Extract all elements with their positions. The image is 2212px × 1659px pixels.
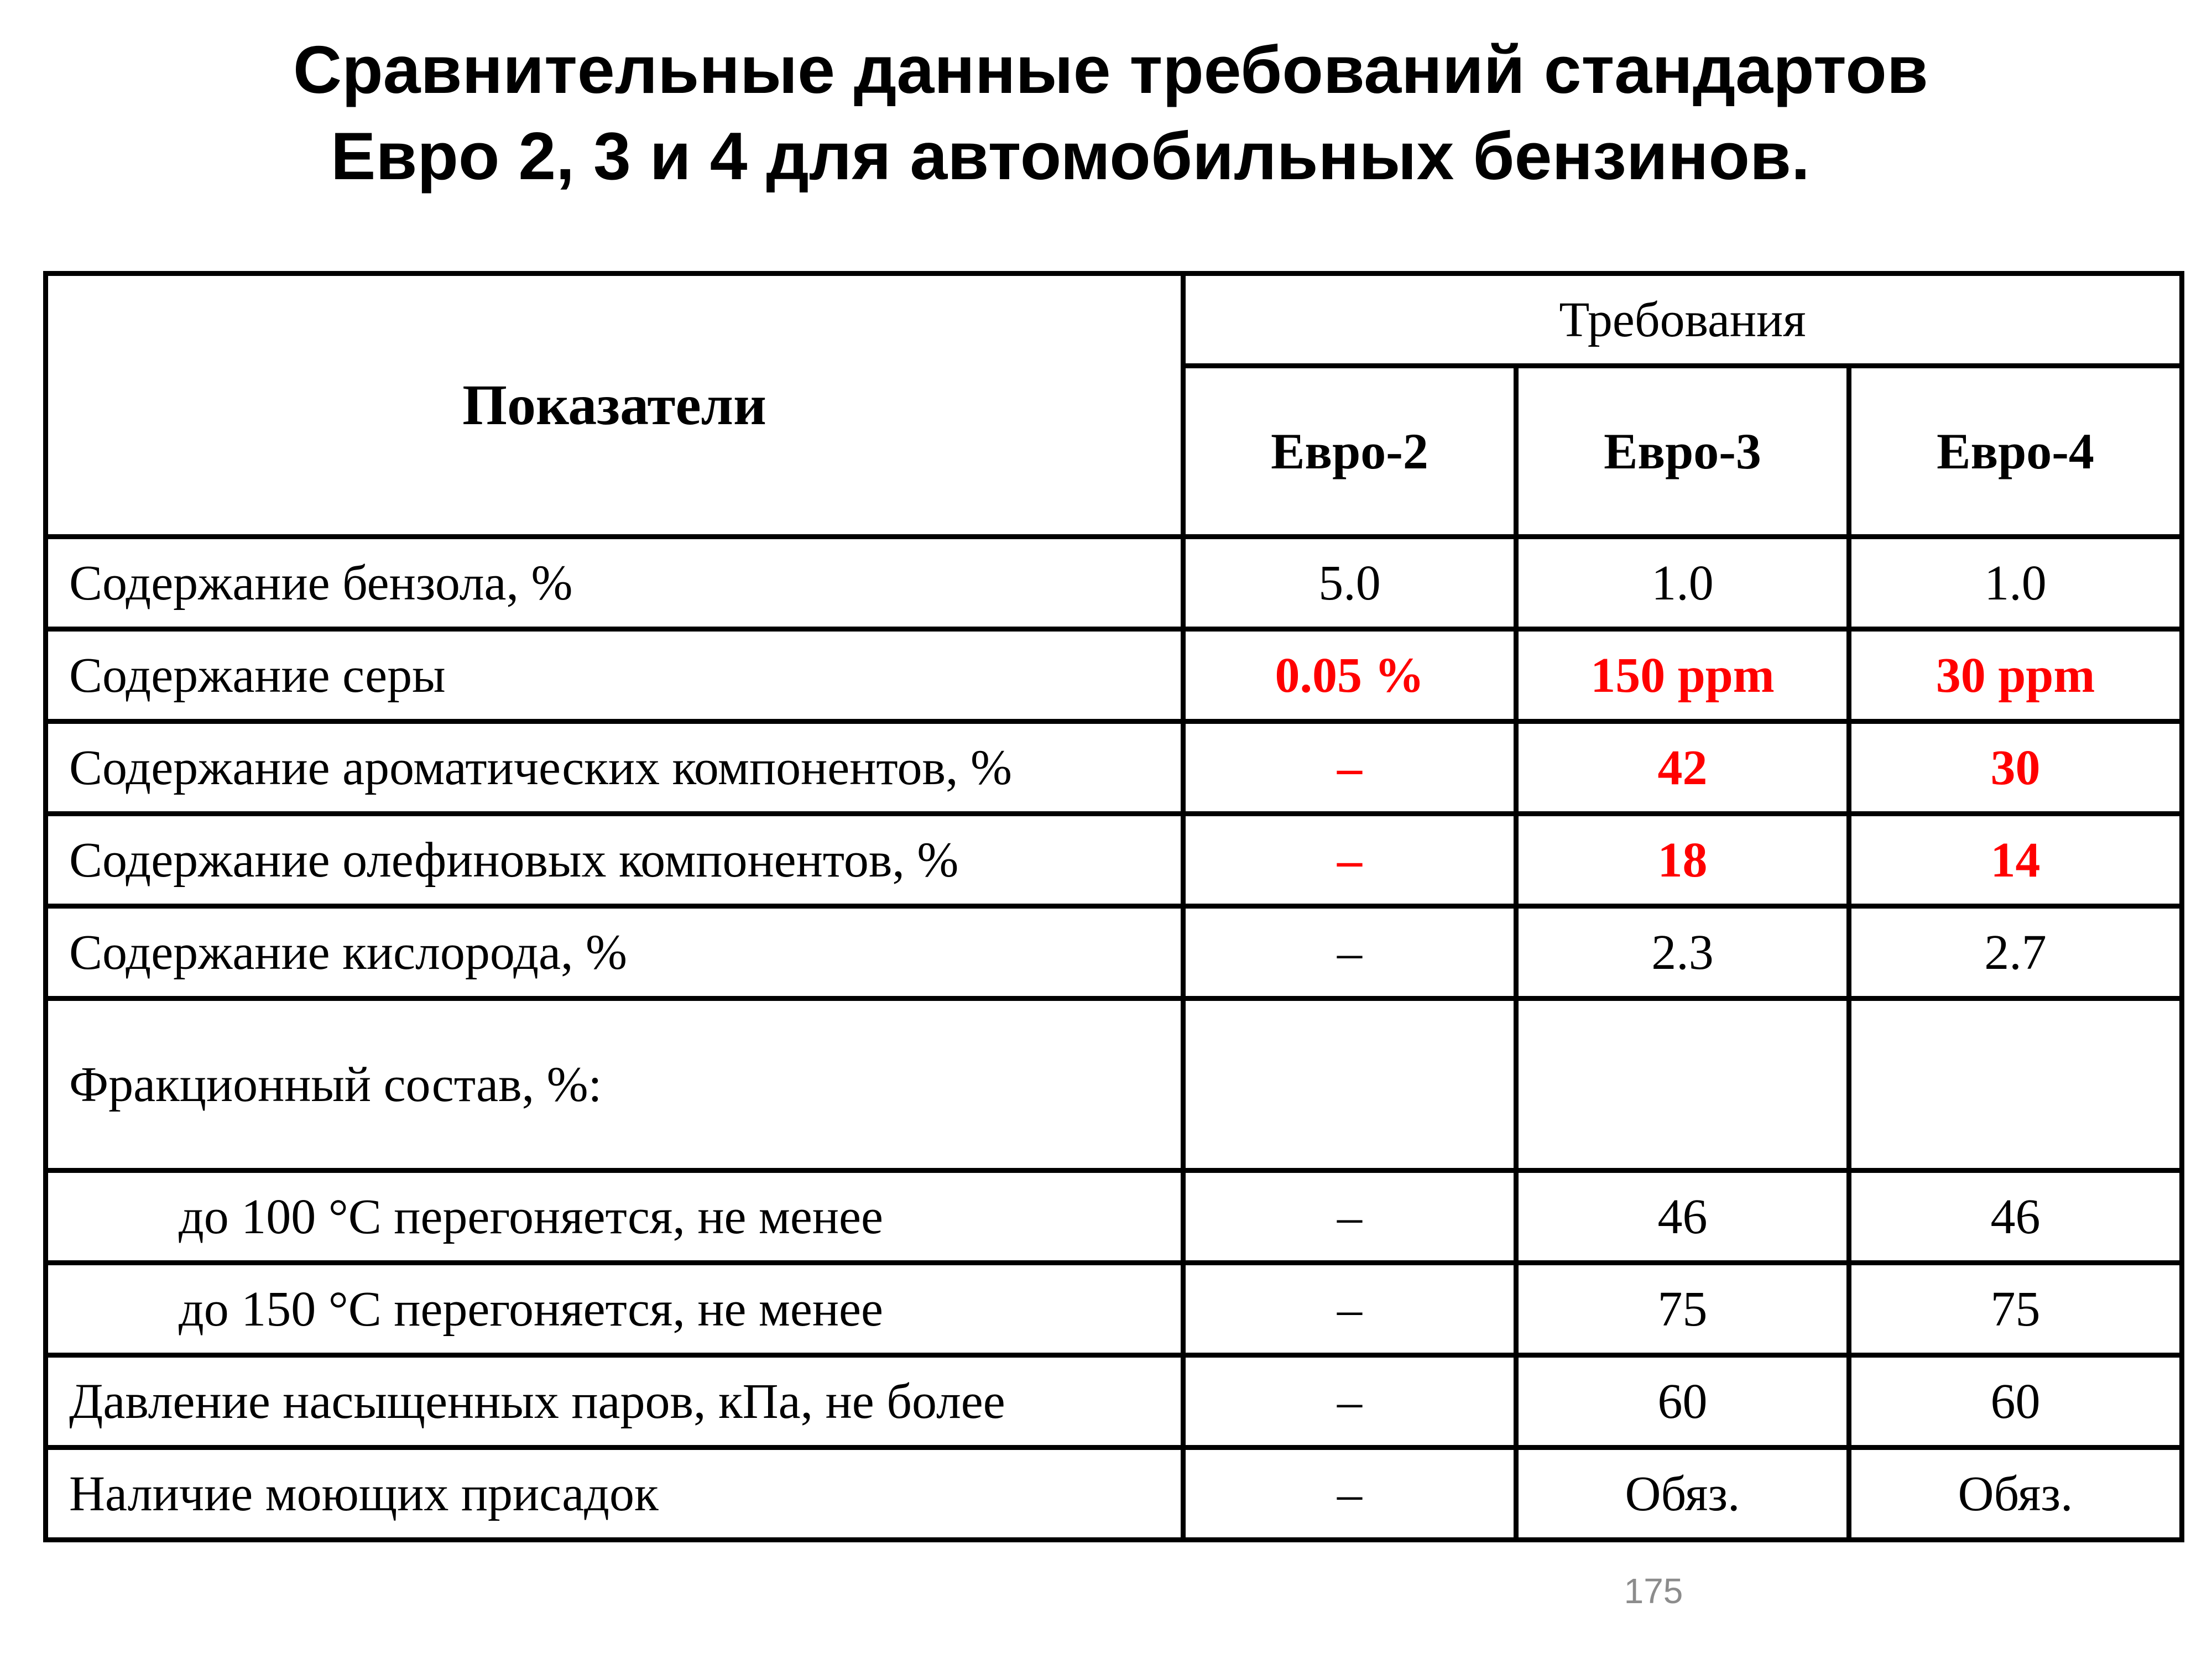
value-cell-euro-4: 1.0 [1849, 537, 2182, 629]
value-cell-euro-3: Обяз. [1516, 1448, 1849, 1540]
value-cell-euro-2: – [1183, 1355, 1516, 1448]
requirements-header: Требования [1183, 274, 2182, 366]
value-cell-euro-3: 46 [1516, 1171, 1849, 1263]
value-cell-euro-2: – [1183, 1263, 1516, 1355]
parameter-label: Фракционный состав, %: [46, 999, 1183, 1171]
value-cell-euro-3: 75 [1516, 1263, 1849, 1355]
parameter-label: Содержание бензола, % [46, 537, 1183, 629]
table-row [46, 537, 2182, 629]
standard-header-euro-4: Евро-4 [1849, 366, 2182, 537]
value-cell-euro-2: – [1183, 1171, 1516, 1263]
page-number: 175 [1624, 1571, 1683, 1611]
standard-header-euro-2: Евро-2 [1183, 366, 1516, 537]
table-row [46, 1263, 2182, 1355]
value-cell-euro-3: 150 ppm [1516, 629, 1849, 722]
value-cell-euro-3: 42 [1516, 722, 1849, 814]
value-cell-euro-4: 30 [1849, 722, 2182, 814]
value-cell-euro-4: 46 [1849, 1171, 2182, 1263]
table-row [46, 814, 2182, 906]
value-cell-euro-3: 2.3 [1516, 906, 1849, 999]
parameter-label: Содержание ароматических компонентов, % [46, 722, 1183, 814]
value-cell-euro-2: – [1183, 1448, 1516, 1540]
value-cell-euro-4 [1849, 999, 2182, 1171]
parameter-label: Содержание олефиновых компонентов, % [46, 814, 1183, 906]
value-cell-euro-4: 14 [1849, 814, 2182, 906]
parameter-label: до 100 °С перегоняется, не менее [46, 1171, 1183, 1263]
value-cell-euro-2 [1183, 999, 1516, 1171]
standards-comparison-table [43, 271, 2184, 1542]
table-row [46, 1171, 2182, 1263]
value-cell-euro-2: – [1183, 722, 1516, 814]
parameters-header: Показатели [46, 274, 1183, 537]
parameter-label: Давление насыщенных паров, кПа, не более [46, 1355, 1183, 1448]
parameter-label: Наличие моющих присадок [46, 1448, 1183, 1540]
table-row [46, 629, 2182, 722]
value-cell-euro-3: 18 [1516, 814, 1849, 906]
table-row [46, 999, 2182, 1171]
parameter-label: Содержание серы [46, 629, 1183, 722]
table-body [46, 537, 2182, 1540]
value-cell-euro-2: – [1183, 906, 1516, 999]
table-row [46, 722, 2182, 814]
value-cell-euro-3 [1516, 999, 1849, 1171]
value-cell-euro-2: – [1183, 814, 1516, 906]
title-line-2: Евро 2, 3 и 4 для автомобильных бензинов. [331, 118, 1810, 194]
title-line-1: Сравнительные данные требований стандартов [293, 32, 1928, 107]
value-cell-euro-2: 5.0 [1183, 537, 1516, 629]
header-row-group [46, 274, 2182, 366]
value-cell-euro-3: 1.0 [1516, 537, 1849, 629]
value-cell-euro-4: Обяз. [1849, 1448, 2182, 1540]
standard-header-euro-3: Евро-3 [1516, 366, 1849, 537]
value-cell-euro-4: 2.7 [1849, 906, 2182, 999]
table-row [46, 906, 2182, 999]
value-cell-euro-2: 0.05 % [1183, 629, 1516, 722]
table-row [46, 1355, 2182, 1448]
table-row [46, 1448, 2182, 1540]
value-cell-euro-3: 60 [1516, 1355, 1849, 1448]
value-cell-euro-4: 60 [1849, 1355, 2182, 1448]
parameter-label: до 150 °С перегоняется, не менее [46, 1263, 1183, 1355]
value-cell-euro-4: 75 [1849, 1263, 2182, 1355]
parameter-label: Содержание кислорода, % [46, 906, 1183, 999]
value-cell-euro-4: 30 ppm [1849, 629, 2182, 722]
